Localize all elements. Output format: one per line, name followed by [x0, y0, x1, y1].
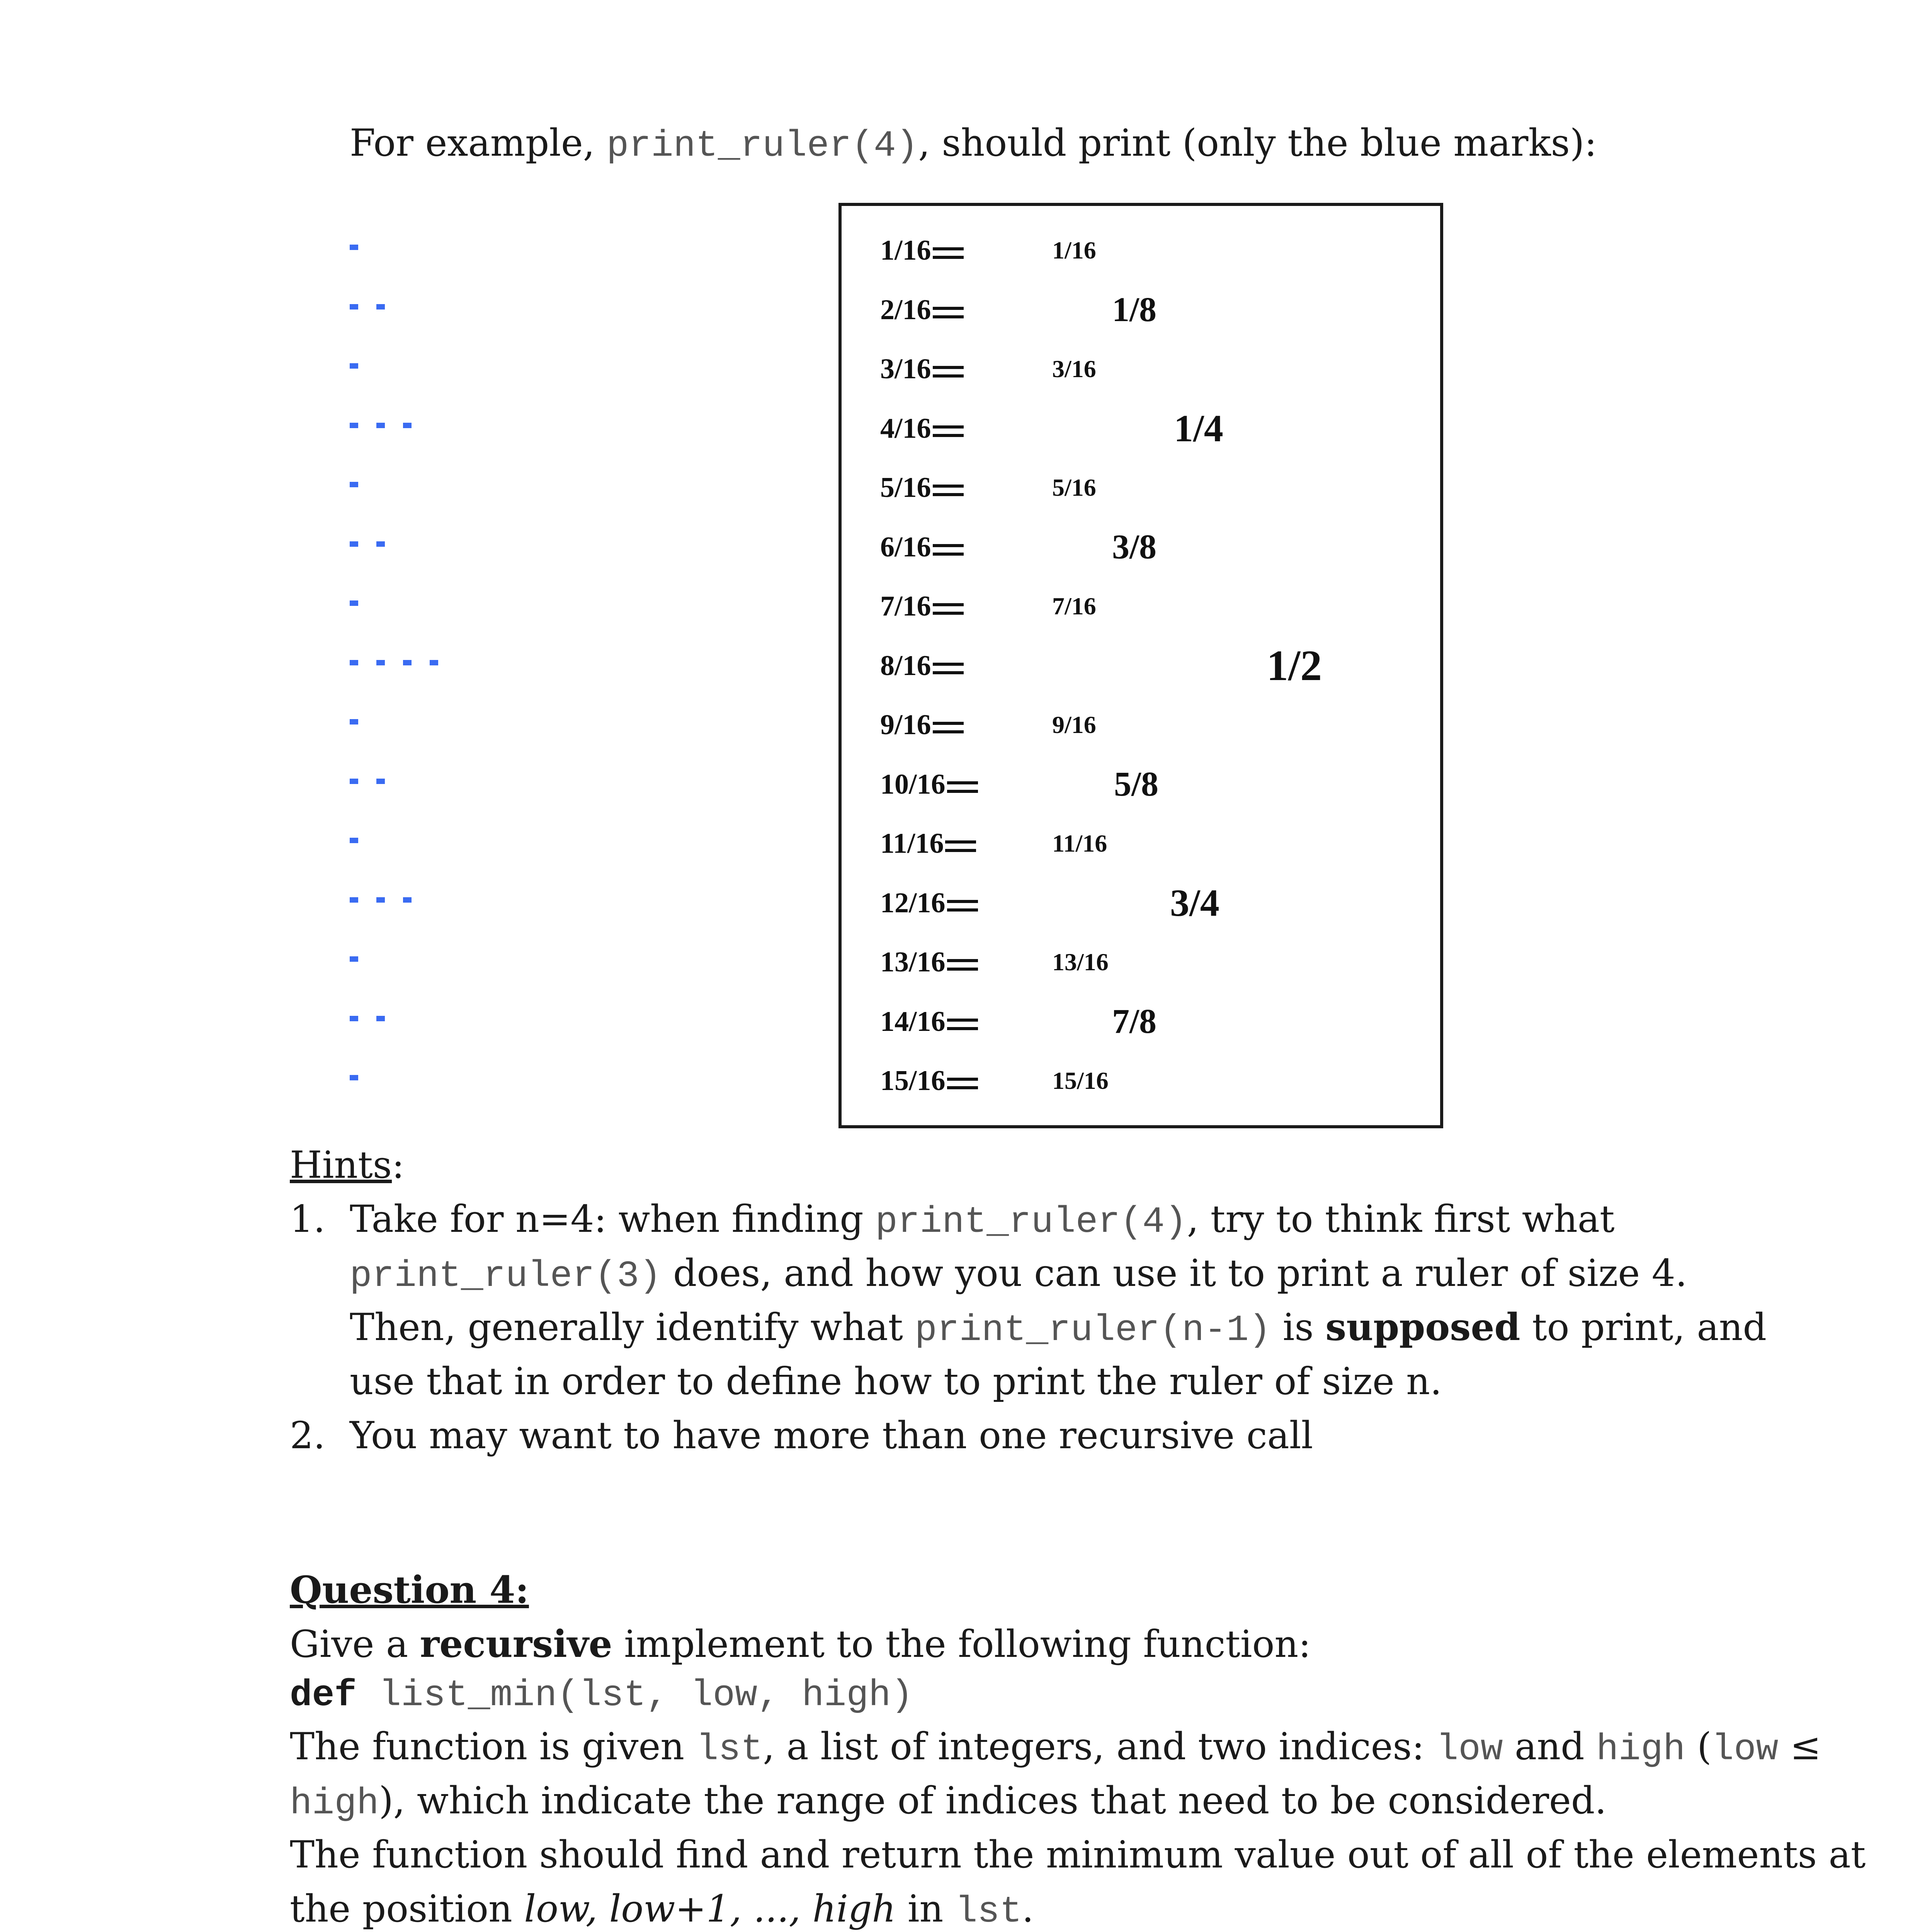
hint-code: print_ruler(3) [350, 1255, 662, 1297]
tick-mark [947, 900, 978, 912]
q4-text: The function is given [290, 1725, 696, 1768]
blue-dash [350, 423, 358, 428]
mark-row [350, 1007, 385, 1030]
tick-mark [933, 366, 964, 378]
hint-text: to print, and [1520, 1306, 1767, 1349]
mark-row [350, 947, 358, 971]
q4-text: , a list of integers, and two indices: [763, 1725, 1436, 1768]
ruler-label: 10/16 [880, 767, 978, 802]
blue-dash [350, 1016, 358, 1021]
hints-heading [290, 1138, 404, 1192]
mark-row [350, 829, 358, 852]
hint-1-line-3 [350, 1300, 1767, 1357]
hint-text: is [1271, 1306, 1326, 1349]
q4-line-5: The function should find and return the minimum value out of all of the elements at [290, 1833, 1866, 1876]
q4-text: ( [1685, 1725, 1712, 1768]
blue-dash [350, 1075, 358, 1080]
sixteenth-label: 9/16 [1052, 711, 1096, 738]
q4-text: in [896, 1887, 955, 1930]
hint-2-number: 2. [290, 1414, 325, 1457]
blue-dash [350, 600, 358, 606]
q4-text: the position [290, 1887, 524, 1930]
ruler-label: 14/16 [880, 1004, 978, 1039]
blue-dash [376, 897, 385, 903]
mark-row [350, 354, 358, 378]
mark-row [350, 592, 358, 615]
q4-code: lst [955, 1891, 1022, 1932]
q4-code: low [1436, 1728, 1503, 1770]
tick-mark [933, 722, 964, 733]
ruler-label: 4/16 [880, 411, 964, 446]
question-4-title: Question 4: [290, 1568, 529, 1612]
tick-mark [947, 1078, 978, 1089]
ruler-label: 9/16 [880, 707, 964, 742]
hint-2-text: You may want to have more than one recursive call [350, 1414, 1313, 1457]
ruler-label: 11/16 [880, 826, 976, 861]
hint-text: , try to think first what [1187, 1197, 1615, 1241]
tick-mark [933, 247, 964, 259]
blue-dash [350, 660, 358, 665]
blue-dash [376, 660, 385, 665]
mark-row [350, 295, 385, 318]
ruler-label: 2/16 [880, 293, 964, 327]
q4-text: and [1503, 1725, 1597, 1768]
sixteenth-label: 15/16 [1052, 1067, 1109, 1094]
q4-code: low [1711, 1728, 1779, 1770]
sixteenth-label: 13/16 [1052, 948, 1109, 976]
intro-code: print_ruler(4) [606, 125, 918, 167]
blue-dash [403, 660, 412, 665]
blue-dash [430, 660, 438, 665]
ruler-label: 5/16 [880, 470, 964, 505]
ruler-label: 3/16 [880, 352, 964, 386]
q4-text: ), which indicate the range of indices that need to be considered. [379, 1779, 1607, 1822]
intro-text: For example, [350, 121, 607, 165]
eighth-label: 3/8 [1112, 527, 1157, 566]
blue-dash [350, 838, 358, 843]
intro-text-end: , should print (only the blue marks): [918, 121, 1597, 165]
blue-dash [350, 363, 358, 369]
sixteenth-label: 1/16 [1052, 236, 1096, 264]
ruler-label: 7/16 [880, 589, 964, 624]
def-keyword: def [290, 1674, 357, 1716]
hint-1-line-4: use that in order to define how to print the ruler of size n. [350, 1360, 1442, 1403]
q4-code: high [1596, 1728, 1685, 1770]
q4-text: implement to the following function: [612, 1622, 1311, 1666]
hint-text: does, and how you can use it to print a ruler of size 4. [661, 1252, 1687, 1295]
hint-1-line-1 [350, 1192, 1615, 1249]
blue-dash [350, 897, 358, 903]
tick-mark [933, 485, 964, 496]
blue-dash [350, 304, 358, 310]
hint-1-line-2 [350, 1246, 1687, 1303]
tick-mark [933, 663, 964, 674]
q4-text: . [1022, 1887, 1034, 1930]
mark-row [350, 888, 412, 912]
ruler-label: 13/16 [880, 945, 978, 980]
sixteenth-label: 5/16 [1052, 474, 1096, 501]
eighth-label: 7/8 [1112, 1002, 1157, 1041]
hints-title: Hints [290, 1143, 392, 1187]
blue-dash [376, 304, 385, 310]
blue-dash [350, 779, 358, 784]
sixteenth-label: 7/16 [1052, 592, 1096, 620]
function-signature: list_min(lst, low, high) [356, 1674, 913, 1716]
quarter-label: 1/4 [1174, 406, 1223, 450]
ruler-label: 15/16 [880, 1063, 978, 1098]
tick-mark [933, 307, 964, 318]
blue-dash [376, 541, 385, 547]
ruler-diagram [838, 203, 1443, 1128]
quarter-label: 3/4 [1170, 881, 1219, 924]
eighth-label: 5/8 [1114, 765, 1159, 803]
q4-line-3 [290, 1719, 1821, 1777]
blue-dash [376, 779, 385, 784]
ruler-label: 8/16 [880, 648, 964, 683]
tick-mark [933, 425, 964, 437]
mark-row [350, 236, 358, 259]
tick-mark [947, 781, 978, 793]
hint-code: print_ruler(n-1) [915, 1309, 1271, 1351]
hint-text: Take for n=4: when finding [350, 1197, 876, 1241]
hint-1-number: 1. [290, 1197, 325, 1241]
blue-dash [403, 897, 412, 903]
q4-text: ≤ [1778, 1725, 1821, 1768]
q4-text: Give a [290, 1622, 420, 1666]
q4-code: lst [696, 1728, 763, 1770]
mark-row [350, 473, 358, 496]
half-label: 1/2 [1267, 641, 1322, 690]
q4-italic: low, low+1, ..., high [524, 1887, 896, 1930]
q4-line-4 [290, 1774, 1607, 1831]
sixteenth-label: 11/16 [1052, 830, 1107, 857]
q4-bold: recursive [420, 1622, 612, 1666]
tick-mark [945, 840, 976, 852]
blue-dash [403, 423, 412, 428]
mark-row [350, 710, 358, 733]
blue-dash [350, 482, 358, 487]
hint-code: print_ruler(4) [875, 1201, 1187, 1243]
ruler-label: 12/16 [880, 886, 978, 920]
mark-row [350, 532, 385, 556]
ruler-label: 6/16 [880, 530, 964, 565]
sixteenth-label: 3/16 [1052, 355, 1096, 383]
mark-row [350, 651, 438, 674]
tick-mark [933, 544, 964, 556]
q4-def-line [290, 1665, 913, 1723]
tick-mark [933, 603, 964, 615]
q4-line-1 [290, 1617, 1311, 1671]
blue-dash [376, 423, 385, 428]
blue-dash [350, 245, 358, 250]
intro-line [350, 116, 1597, 173]
blue-dash [350, 541, 358, 547]
blue-dash [376, 1016, 385, 1021]
blue-dash [350, 956, 358, 962]
q4-line-6 [290, 1882, 1034, 1932]
ruler-label: 1/16 [880, 233, 964, 268]
q4-code: high [290, 1782, 379, 1825]
mark-row [350, 770, 385, 793]
hints-colon: : [392, 1143, 405, 1187]
blue-dash [350, 719, 358, 724]
tick-mark [947, 1019, 978, 1030]
eighth-label: 1/8 [1112, 290, 1157, 329]
tick-mark [947, 959, 978, 971]
hint-text: Then, generally identify what [350, 1306, 915, 1349]
mark-row [350, 414, 412, 437]
hint-bold: supposed [1325, 1305, 1520, 1349]
mark-row [350, 1066, 358, 1089]
